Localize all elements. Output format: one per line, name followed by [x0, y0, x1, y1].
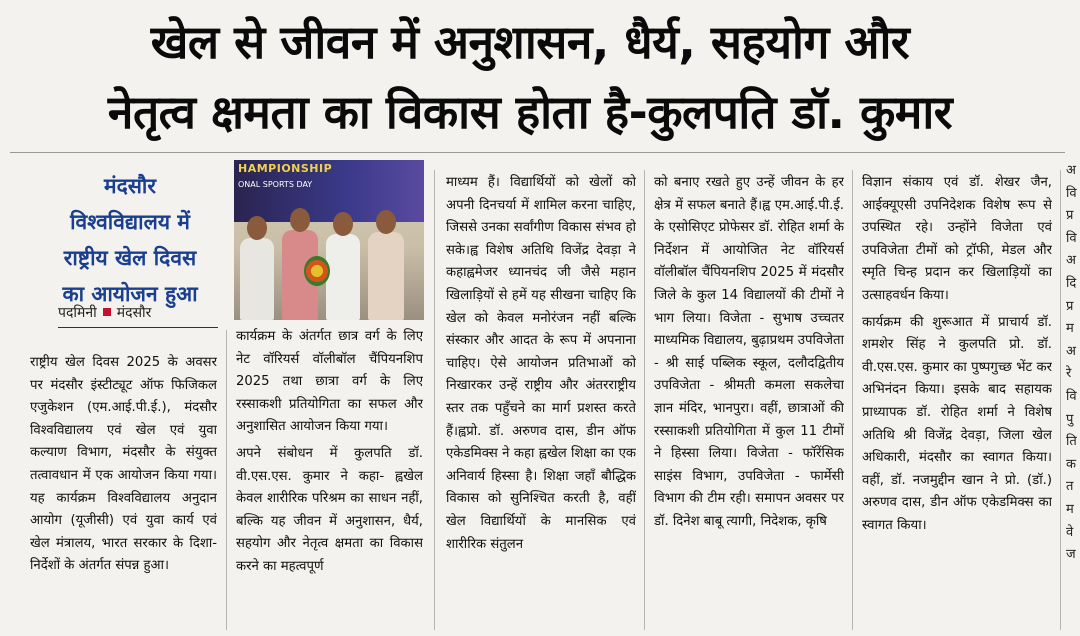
column-divider — [852, 170, 853, 630]
edge-glyph: पु — [1066, 411, 1074, 427]
article-column-1 — [30, 352, 217, 632]
edge-glyph: ति — [1066, 434, 1077, 450]
column-divider — [1060, 170, 1061, 630]
edge-glyph: दि — [1066, 275, 1077, 291]
edge-glyph: त — [1066, 479, 1074, 495]
paragraph: विज्ञान संकाय एवं डॉ. शेखर जैन, आईक्यूएसी उपनिदेशक विशेष रूप से उपस्थित रहे। उन्होंने विजेता एवं उपविजेता टीमों को ट्रॉफी, मेडल और स्मृति चिन्ह प्रदान कर खिलाड़ियों का उत्साहवर्धन किया। — [862, 175, 1052, 303]
paragraph: राष्ट्रीय खेल दिवस 2025 के अवसर पर मंदसौर इंस्टीट्यूट ऑफ फिजिकल एजुकेशन (एम.आई.पी.ई.), मंदसौर विश्वविद्यालय एवं खेल एवं युवा कल्याण विभाग, मंदसौर के संयुक्त तत्वावधान में एक आयोजन किया गया। यह कार्यक्रम विश्वविद्यालय अनुदान आयोग (यूजीसी) एवं युवा कार्य एवं खेल मंत्रालय, भारत सरकार के दिशा-निर्देशों के अंतर्गत संपन्न हुआ। — [30, 355, 217, 574]
article-column-5 — [862, 172, 1052, 628]
article-column-2 — [236, 326, 423, 626]
edge-glyph: वि — [1066, 388, 1077, 404]
byline-rule — [58, 327, 218, 328]
photo-banner-text: HAMPIONSHIP — [238, 162, 333, 175]
byline-author: पदमिनी — [58, 305, 97, 321]
person-figure — [368, 232, 404, 320]
edge-glyph: वि — [1066, 230, 1077, 246]
person-head — [376, 210, 396, 234]
person-head — [247, 216, 267, 240]
subhead-line: मंदसौर — [104, 174, 156, 198]
edge-glyph: ज — [1066, 547, 1076, 563]
adjacent-article-edge — [1066, 160, 1080, 630]
edge-glyph: म — [1066, 321, 1074, 337]
edge-glyph: वे — [1066, 524, 1074, 540]
article-column-3 — [446, 172, 636, 628]
paragraph: अपने संबोधन में कुलपति डॉ. वी.एस.एस. कुमार ने कहा- ह्वखेल केवल शारीरिक परिश्रम का साधन नहीं, बल्कि यह जीवन में अनुशासन, धैर्य, सहयोग और नेतृत्व क्षमता का विकास करने का महत्वपूर्ण — [236, 445, 423, 574]
edge-glyph: रे — [1066, 366, 1072, 382]
paragraph: कार्यक्रम के अंतर्गत छात्र वर्ग के लिए नेट वॉरियर्स वॉलीबॉल चैंपियनशिप 2025 तथा छात्रा वर्ग के लिए रस्साकशी प्रतियोगिता का सफल और अनुशासित आयोजन किया गया। — [236, 329, 423, 435]
edge-glyph: प्र — [1066, 298, 1074, 314]
edge-glyph: अ — [1066, 343, 1076, 359]
person-figure — [240, 238, 274, 320]
headline-line-2: नेतृत्व क्षमता का विकास होता है-कुलपति डॉ. कुमार — [107, 85, 953, 139]
headline-line-1: खेल से जीवन में अनुशासन, धैर्य, सहयोग और — [150, 15, 910, 69]
edge-glyph: प्र — [1066, 208, 1074, 224]
article-column-4 — [654, 172, 844, 628]
column-divider — [226, 330, 227, 630]
byline-separator-icon — [103, 308, 111, 316]
subhead-line: का आयोजन हुआ — [62, 282, 198, 306]
subheadline — [40, 168, 220, 312]
edge-glyph: क — [1066, 456, 1076, 472]
column-divider — [434, 170, 435, 630]
byline — [58, 303, 151, 322]
person-head — [290, 208, 310, 232]
edge-glyph: म — [1066, 501, 1074, 517]
event-photo — [234, 160, 424, 320]
edge-glyph: वि — [1066, 185, 1077, 201]
edge-glyph: अ — [1066, 253, 1076, 269]
person-figure — [326, 234, 360, 320]
subhead-line: विश्वविद्यालय में — [70, 210, 190, 234]
paragraph: को बनाए रखते हुए उन्हें जीवन के हर क्षेत्र में सफल बनाते हैं।ह्व एम.आई.पी.ई. के एसोसिएट प्रोफेसर डॉ. रोहित शर्मा के निर्देशन में आयोजित नेट वॉरियर्स वॉलीबॉल चैंपियनशिप 2025 में मंदसौर जिले के कुल 14 विद्यालयों की टीमों ने भाग लिया। विजेता - सुभाष उच्चतर माध्यमिक विद्यालय, बुढ़ाप्रथम उपविजेता - श्री साई पब्लिक स्कूल, दलौदद्वितीय उपविजेता - श्रीमती कमला सकलेचा ज्ञान मंदिर, भानपुरा। वहीं, छात्राओं की रस्साकशी प्रतियोगिता में कुल 11 टीमों ने हिस्सा लिया। विजेता - फॉरेंसिक साइंस विभाग, उपविजेता - फार्मेसी विभाग की टीम रही। समापन अवसर पर डॉ. दिनेश बाबू त्यागी, निदेशक, कृषि — [654, 175, 844, 529]
headline-rule — [10, 152, 1065, 153]
edge-glyph: अ — [1066, 163, 1076, 178]
person-head — [333, 212, 353, 236]
paragraph: माध्यम हैं। विद्यार्थियों को खेलों को अपनी दिनचर्या में शामिल करना चाहिए, जिससे उनका सर्वांगीण विकास संभव हो सके।ह्व विशेष अतिथि विजेंद्र देवड़ा ने कहाह्वमेजर ध्यानचंद जी जैसे महान खिलाड़ियों से हमें यह सीखना चाहिए कि खेल को केवल मनोरंजन नहीं बल्कि संस्कार और आदत के रूप में अपनाना चाहिए। ऐसे आयोजन प्रतिभाओं को निखारकर उन्हें राष्ट्रीय और अंतरराष्ट्रीय स्तर तक पहुँचने का मार्ग प्रशस्त करते हैं।ह्वप्रो. डॉ. अरुणव दास, डीन ऑफ एकेडमिक्स ने कहा ह्वखेल शिक्षा का एक अनिवार्य हिस्सा है। शिक्षा जहाँ बौद्धिक विकास को सुनिश्चित करती है, वहीं खेल विद्यार्थियों के मानसिक एवं शारीरिक संतुलन — [446, 175, 636, 552]
photo-banner-subtext: ONAL SPORTS DAY — [238, 180, 313, 189]
column-divider — [644, 170, 645, 630]
byline-place: मंदसौर — [116, 305, 152, 321]
paragraph: कार्यक्रम की शुरूआत में प्राचार्य डॉ. शमशेर सिंह ने कुलपति प्रो. डॉ. वी.एस.एस. कुमार का पुष्पगुच्छ भेंट कर अभिनंदन किया। इसके बाद सहायक प्राध्यापक डॉ. रोहित शर्मा ने विशेष अतिथि श्री विजेंद्र देवड़ा, जिला खेल अधिकारी, मंदसौर का स्वागत किया। वहीं, डॉ. नजमुद्दीन खान ने प्रो. (डॉ.) अरुणव दास, डीन ऑफ एकेडमिक्स का स्वागत किया। — [862, 314, 1052, 533]
bouquet-icon — [304, 256, 330, 286]
subhead-line: राष्ट्रीय खेल दिवस — [63, 246, 197, 270]
